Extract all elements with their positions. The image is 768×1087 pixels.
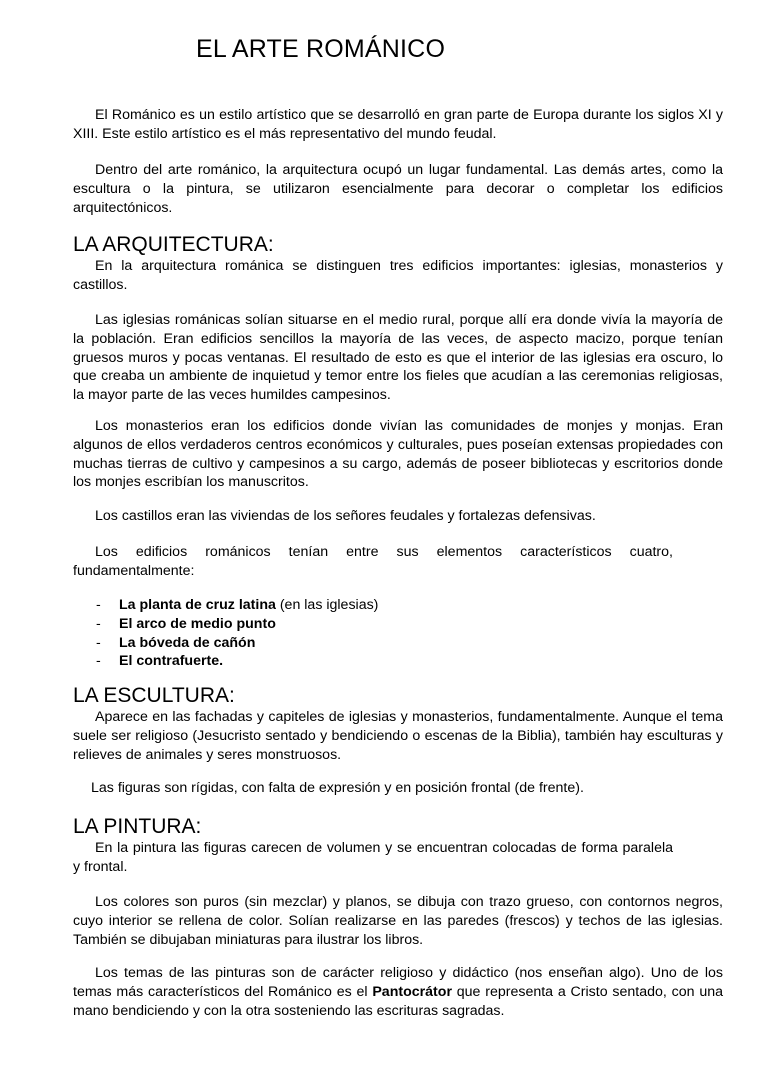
escultura-paragraph-2: Las figuras son rígidas, con falta de expresión y en posición frontal (de frente). (91, 780, 584, 796)
pintura-paragraph-3: Los temas de las pinturas son de carácter religioso y didáctico (nos enseñan algo). Uno de los temas más característicos del Románico es el Pantocrátor que representa a Cristo sentado, con una mano bendiciendo y con la otra sosteniendo las escrituras sagradas. (73, 965, 723, 1019)
list-item: - La bóveda de cañón (96, 634, 256, 651)
intro-paragraph-1: El Románico es un estilo artístico que se desarrolló en gran parte de Europa durante los siglos XI y XIII. Este estilo artístico es el más representativo del mundo feudal. (73, 107, 723, 142)
pantocrator-term: Pantocrátor (372, 983, 452, 1000)
section-heading-arquitectura: LA ARQUITECTURA: (73, 233, 274, 256)
list-item-bold: La bóveda de cañón (119, 634, 256, 651)
arquitectura-paragraph-4: Los castillos eran las viviendas de los señores feudales y fortalezas defensivas. (95, 508, 596, 524)
arquitectura-paragraph-3: Los monasterios eran los edificios donde vivían las comunidades de monjes y monjas. Eran algunos de ellos verdaderos centros económicos y culturales, pues poseían extensas propiedades con muchas tierras de cultivo y campesinos a su cargo, además de poseer bibliotecas y escritorios donde los monjes escribían los manuscritos. (73, 418, 723, 491)
list-item: - El arco de medio punto (96, 615, 276, 632)
document-title: EL ARTE ROMÁNICO (196, 35, 446, 63)
escultura-paragraph-1: Aparece en las fachadas y capiteles de iglesias y monasterios, fundamentalmente. Aunque el tema suele ser religioso (Jesucristo sentado y bendiciendo o escenas de la Biblia), también hay esculturas y relieves de animales y seres monstruosos. (73, 709, 723, 763)
arquitectura-paragraph-1: En la arquitectura románica se distinguen tres edificios importantes: iglesias, monasterios y castillos. (73, 258, 723, 293)
pintura-paragraph-2: Los colores son puros (sin mezclar) y planos, se dibuja con trazo grueso, con contornos negros, cuyo interior se rellena de color. Solían realizarse en las paredes (frescos) y techos de las iglesias. También se dibujaban miniaturas para ilustrar los libros. (73, 894, 723, 948)
section-heading-escultura: LA ESCULTURA: (73, 684, 235, 707)
pintura-paragraph-1: En la pintura las figuras carecen de volumen y se encuentran colocadas de forma paralela y frontal. (73, 840, 673, 875)
list-item-bold: La planta de cruz latina (119, 597, 276, 613)
intro-paragraph-2: Dentro del arte románico, la arquitectura ocupó un lugar fundamental. Las demás artes, como la escultura o la pintura, se utilizaron esencialmente para decorar o completar los edificios arquitectónicos. (73, 162, 723, 216)
list-item-bold: El contrafuerte. (119, 653, 224, 670)
list-item: - La planta de cruz latina (en las iglesias) (96, 597, 379, 613)
list-item-bold: El arco de medio punto (119, 615, 276, 632)
arquitectura-paragraph-2: Las iglesias románicas solían situarse en el medio rural, porque allí era donde vivía la mayoría de la población. Eran edificios sencillos la mayoría de las veces, de aspecto macizo, porque tenían gruesos muros y pocas ventanas. El resultado de esto es que el interior de las iglesias era oscuro, lo que creaba un ambiente de inquietud y temor entre los fieles que acudían a las ceremonias religiosas, la mayor parte de las veces humildes campesinos. (73, 312, 723, 404)
list-item: - El contrafuerte. (96, 653, 224, 670)
list-item-rest: (en las iglesias) (275, 597, 379, 613)
section-heading-pintura: LA PINTURA: (73, 815, 202, 838)
arquitectura-paragraph-5: Los edificios románicos tenían entre sus elementos característicos cuatro, fundamentalmente: (73, 544, 673, 579)
elementos-list (96, 596, 378, 671)
